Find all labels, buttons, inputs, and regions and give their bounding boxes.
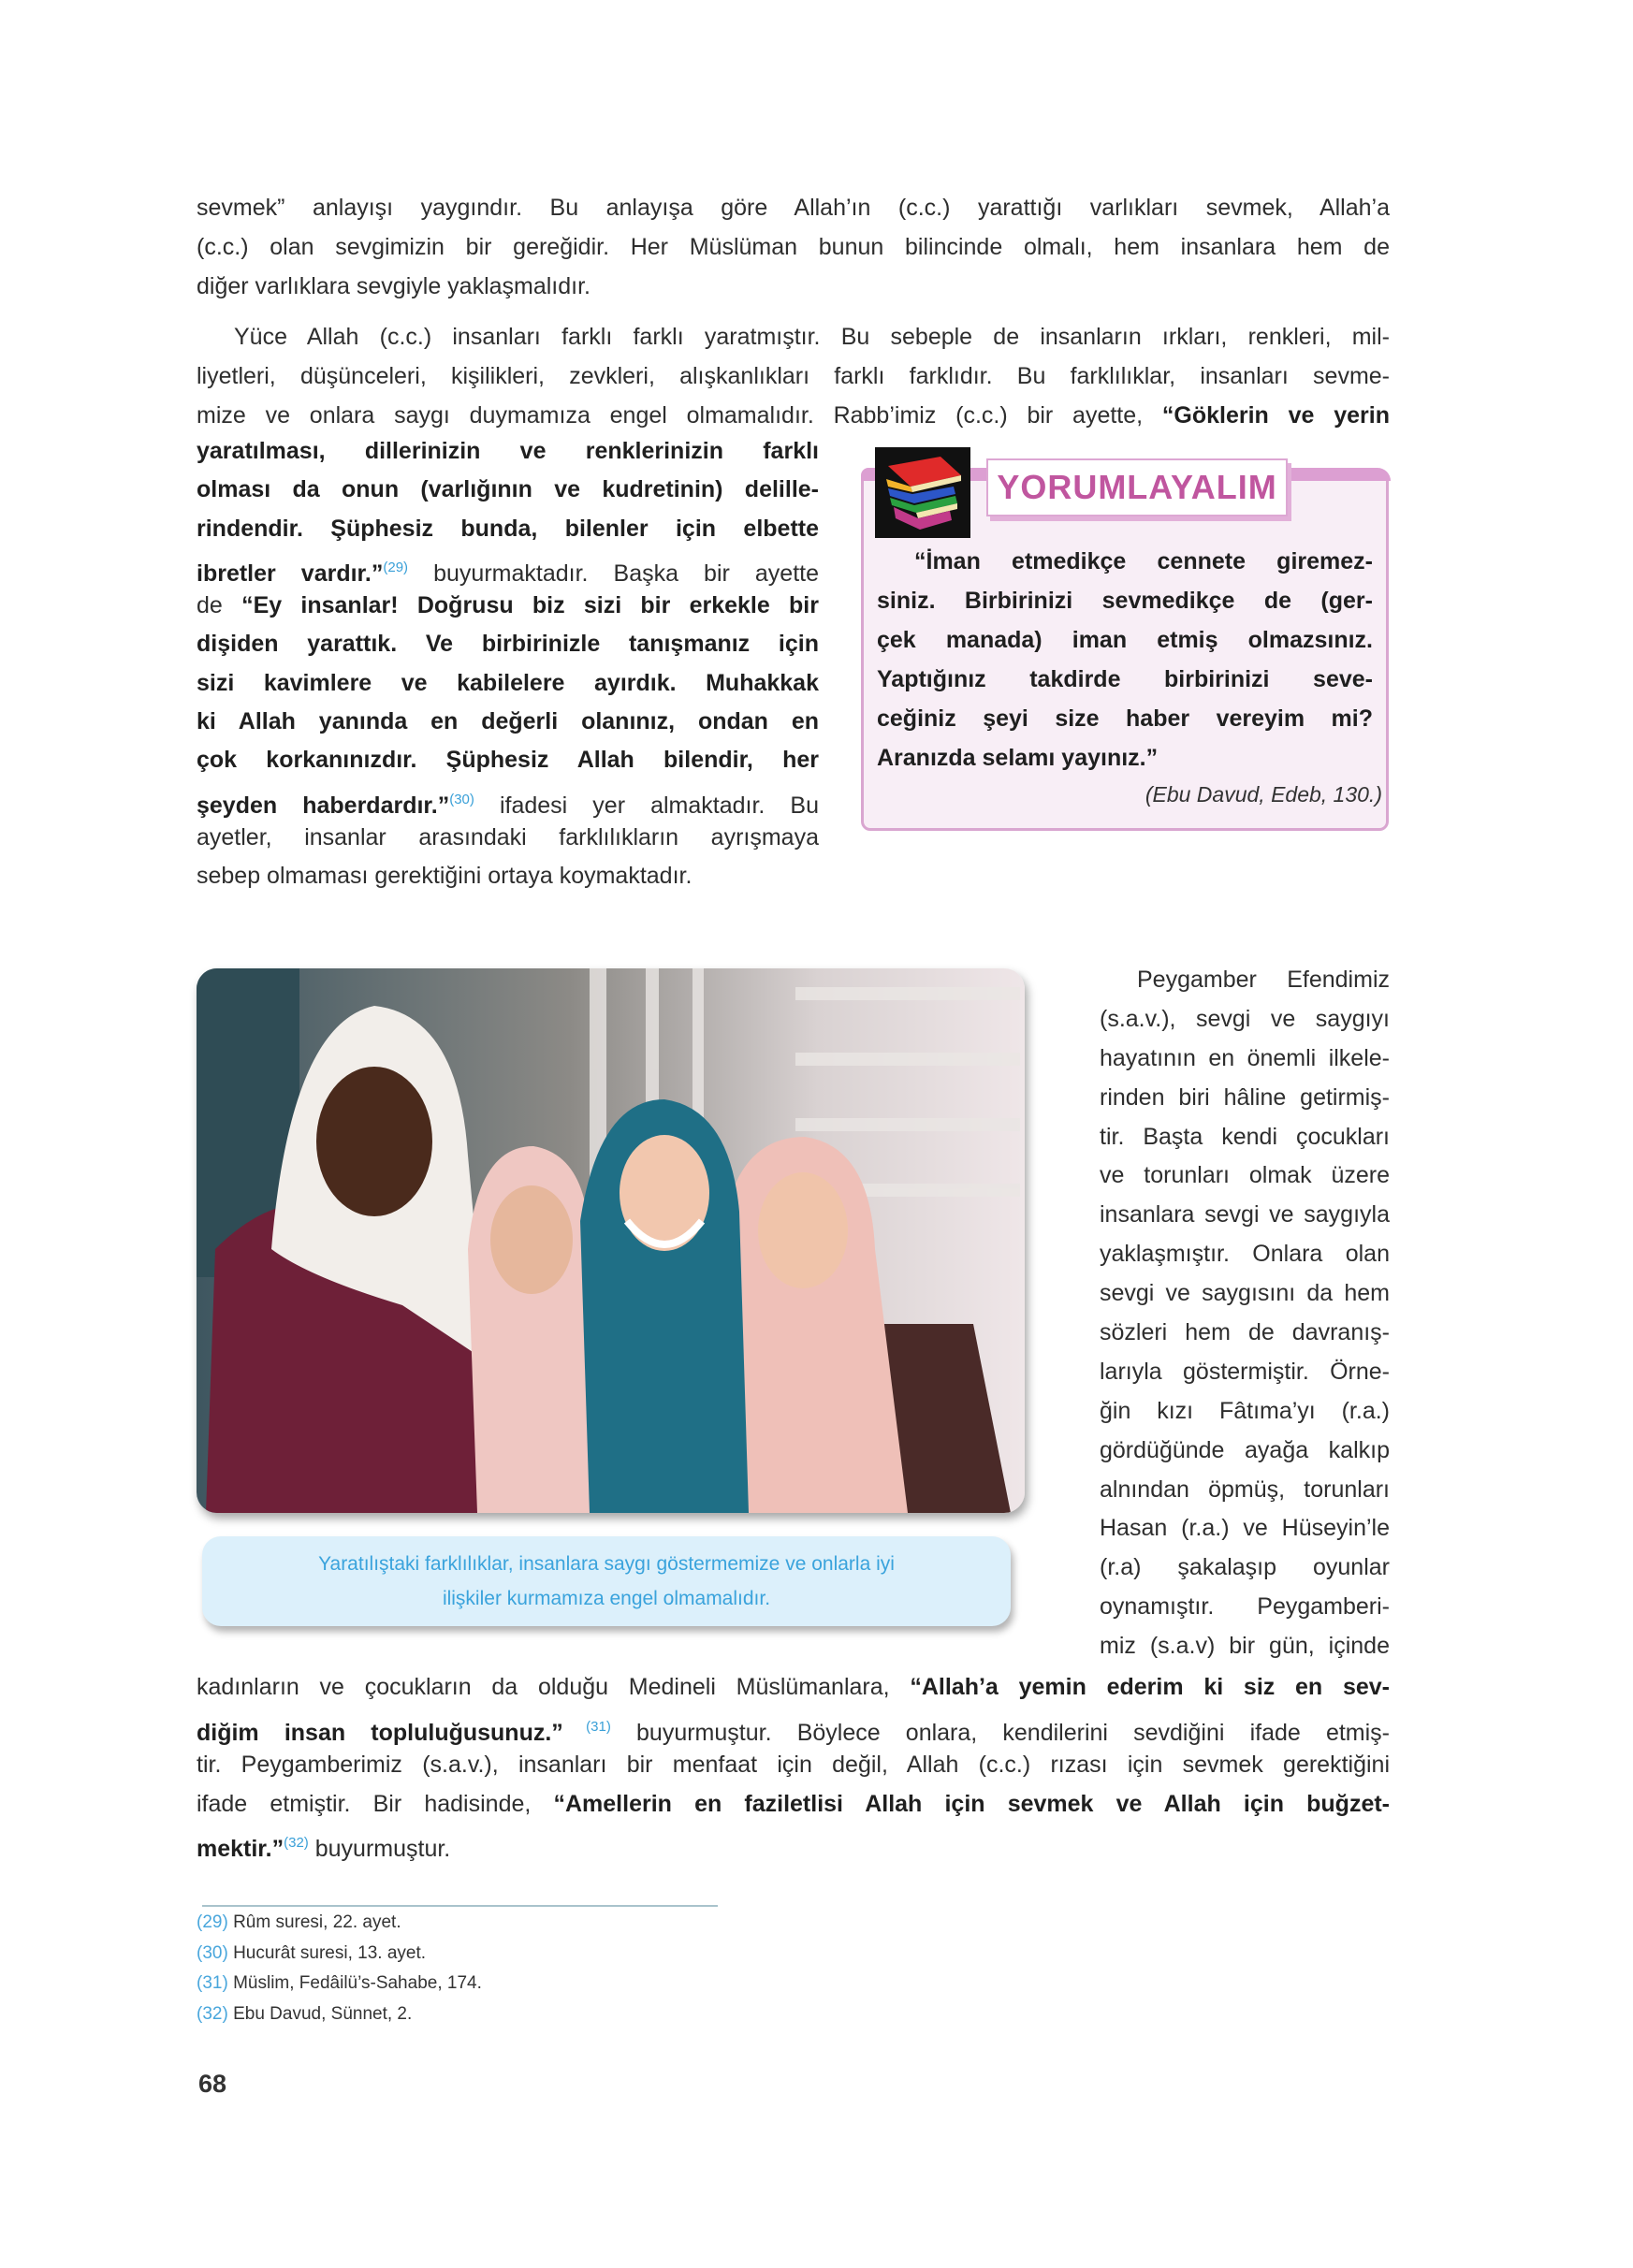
hadith-source: (Ebu Davud, Edeb, 130.)	[1145, 782, 1382, 807]
text-run: buyurmaktadır. Başka bir ayette	[408, 560, 819, 587]
text-line	[197, 587, 819, 625]
paragraph-3-continued	[197, 1668, 1390, 1863]
text-line	[197, 857, 819, 895]
text-line	[197, 317, 1390, 356]
text-line	[1100, 1627, 1390, 1666]
footnote-divider	[202, 1905, 718, 1907]
text-line	[1100, 1196, 1390, 1235]
text-line	[1100, 1588, 1390, 1627]
text-run: ayetler, insanlar arasındaki farklılıkların ayrışmaya	[197, 823, 819, 850]
footnote-text: Ebu Davud, Sünnet, 2.	[227, 2004, 413, 2025]
text-line	[197, 227, 1390, 267]
text-run: buyurmuştur.	[308, 1836, 451, 1862]
text-run: (s.a.v.), sevgi ve saygıyı	[1100, 1005, 1390, 1032]
text-run: “Amellerin en faziletlisi Allah için sevmek ve Allah için buğzet-	[553, 1790, 1390, 1817]
photo-four-women-hijab	[197, 968, 1025, 1513]
text-run: mize ve onlara saygı duymamıza engel olmamalıdır. Rabb’imiz (c.c.) bir ayette,	[197, 402, 1162, 429]
text-run: ğin kızı Fâtıma’yı (r.a.)	[1100, 1397, 1390, 1424]
text-line	[1100, 1509, 1390, 1548]
text-run: tir. Peygamberimiz (s.a.v.), insanları bir menfaat için değil, Allah (c.c.) rızası için sevmek gerektiğini	[197, 1752, 1390, 1778]
text-line	[1100, 1353, 1390, 1392]
footnote-ref: (31)	[562, 1718, 611, 1735]
text-line	[877, 620, 1373, 660]
caption-line-1: Yaratılıştaki farklılıklar, insanlara saygı göstermemize ve onlarla iyi	[318, 1553, 895, 1575]
footnote	[197, 1943, 426, 1964]
text-line	[197, 819, 819, 857]
text-run: “İman etmedikçe cennete giremez-	[914, 548, 1373, 574]
text-line	[197, 396, 1390, 435]
text-run: Yüce Allah (c.c.) insanları farklı farklı yaratmıştır. Bu sebeple de insanların ırkları, renkleri, mil-	[234, 324, 1390, 350]
text-line	[1100, 1548, 1390, 1588]
text-run: “Göklerin ve yerin	[1161, 402, 1390, 429]
text-line	[197, 432, 819, 471]
footnote-text: Rûm suresi, 22. ayet.	[227, 1912, 401, 1932]
text-run: sevgi ve saygısını da hem	[1100, 1280, 1390, 1307]
text-run: çok korkanınızdır. Şüphesiz Allah bilendir, her	[197, 747, 819, 774]
text-run: dişiden yarattık. Ve birbirinizle tanışmanız için	[197, 631, 819, 658]
footnote-number: (29)	[197, 1912, 228, 1932]
footnote-ref: (32)	[284, 1835, 309, 1851]
text-run: diğim insan topluluğusunuz.”	[197, 1719, 563, 1746]
text-line	[197, 1668, 1390, 1708]
paragraph-3-right-column	[1100, 961, 1390, 1666]
text-run: Hasan (r.a.) ve Hüseyin’le	[1100, 1515, 1390, 1542]
text-line	[1100, 1392, 1390, 1432]
text-run: insanlara sevgi ve saygıyla	[1100, 1201, 1390, 1228]
text-run: sizi kavimlere ve kabilelere ayırdık. Muhakkak	[197, 669, 819, 696]
text-run: sebep olmaması gerektiğini ortaya koymaktadır.	[197, 863, 693, 890]
box-title: YORUMLAYALIM	[986, 458, 1288, 516]
text-line	[197, 510, 819, 548]
text-run: diğer varlıklara sevgiyle yaklaşmalıdır.	[197, 273, 591, 299]
footnote	[197, 1912, 401, 1933]
text-run: larıyla göstermiştir. Örne-	[1100, 1358, 1390, 1385]
text-line	[197, 741, 819, 779]
text-run: buyurmuştur. Böylece onlara, kendilerini sevdiğini ifade etmiş-	[610, 1719, 1390, 1746]
text-line	[1100, 1235, 1390, 1274]
paragraph-1	[197, 188, 1390, 306]
text-line	[1100, 1040, 1390, 1079]
photo-caption	[202, 1536, 1011, 1626]
text-line	[197, 471, 819, 509]
text-run: alnından öpmüş, torunları	[1100, 1476, 1390, 1503]
footnote-number: (30)	[197, 1942, 228, 1963]
text-run: yaklaşmıştır. Onlara olan	[1100, 1241, 1390, 1268]
footnote-number: (32)	[197, 2004, 228, 2025]
paragraph-2	[197, 317, 1390, 435]
text-line	[1100, 961, 1390, 1000]
text-run: ki Allah yanında en değerli olanınız, ondan en	[197, 708, 819, 735]
text-run: mektir.”	[197, 1836, 284, 1862]
text-line	[197, 356, 1390, 396]
text-run: sevmek” anlayışı yaygındır. Bu anlayışa göre Allah’ın (c.c.) yarattığı varlıkları sevmek, Allah’a	[197, 195, 1390, 221]
text-line	[1100, 1471, 1390, 1510]
text-line	[197, 780, 819, 819]
text-line	[1100, 1000, 1390, 1040]
text-line	[197, 664, 819, 703]
text-run: yaratılması, dillerinizin ve renklerinizin farklı	[197, 438, 819, 464]
text-run: gördüğünde ayağa kalkıp	[1100, 1436, 1390, 1463]
text-run: miz (s.a.v) bir gün, içinde	[1100, 1633, 1390, 1660]
text-run: kadınların ve çocukların da olduğu Medineli Müslümanlara,	[197, 1674, 911, 1700]
text-run: sözleri hem de davranış-	[1100, 1319, 1390, 1346]
text-run: (c.c.) olan sevgimizin bir gereğidir. Her Müslüman bunun bilincinde olmalı, hem insanlara hem de	[197, 234, 1390, 260]
text-line	[877, 699, 1373, 738]
text-line	[197, 703, 819, 741]
text-line	[197, 267, 1390, 306]
text-run: “Ey insanlar! Doğrusu biz sizi bir erkekle bir	[241, 592, 819, 619]
text-run: olması da onun (varlığının ve kudretinin) delille-	[197, 476, 819, 503]
text-line	[197, 1746, 1390, 1785]
caption-line-2: ilişkiler kurmamıza engel olmamalıdır.	[442, 1588, 771, 1609]
text-run: Yaptığınız takdirde birbirinizi seve-	[877, 666, 1373, 692]
footnote-text: Hucurât suresi, 13. ayet.	[227, 1942, 427, 1963]
books-icon	[875, 447, 970, 538]
text-run: de	[197, 592, 242, 619]
text-run: çek manada) iman etmiş olmazsınız.	[877, 627, 1373, 653]
text-run: Peygamber Efendimiz	[1137, 967, 1390, 993]
text-run: tir. Başta kendi çocukları	[1100, 1123, 1390, 1150]
text-line	[877, 738, 1373, 778]
text-line	[877, 660, 1373, 699]
text-run: ibretler vardır.”	[197, 560, 384, 587]
footnote-ref: (30)	[449, 791, 474, 807]
paragraph-2-left-column	[197, 432, 819, 896]
footnote-text: Müslim, Fedâilü’s-Sahabe, 174.	[227, 1973, 482, 1994]
text-line	[1100, 1118, 1390, 1157]
text-run: ifadesi yer almaktadır. Bu	[474, 792, 819, 819]
text-line	[877, 542, 1373, 581]
text-run: “Allah’a yemin ederim ki siz en sev-	[910, 1674, 1390, 1700]
text-line	[877, 581, 1373, 620]
footnote	[197, 1973, 482, 1994]
text-line	[197, 1785, 1390, 1825]
text-line	[1100, 1432, 1390, 1471]
text-run: Aranızda selamı yayınız.”	[877, 745, 1159, 771]
text-run: (r.a) şakalaşıp oyunlar	[1100, 1554, 1390, 1581]
text-line	[1100, 1314, 1390, 1353]
text-line	[197, 188, 1390, 227]
text-line	[197, 1708, 1390, 1747]
text-run: hayatının en önemli ilkele-	[1100, 1044, 1390, 1071]
text-line	[197, 1824, 1390, 1863]
text-run: ifade etmiştir. Bir hadisinde,	[197, 1790, 554, 1817]
text-line	[1100, 1079, 1390, 1118]
text-run: rinden biri hâline getirmiş-	[1100, 1083, 1390, 1111]
text-run: liyetleri, düşünceleri, kişilikleri, zevkleri, alışkanlıkları farklı farklıdır. Bu farklılıklar, insanları sevme-	[197, 363, 1390, 389]
text-run: ve torunları olmak üzere	[1100, 1162, 1390, 1189]
text-run: şeyden haberdardır.”	[197, 792, 450, 819]
footnote-number: (31)	[197, 1973, 228, 1994]
footnote-ref: (29)	[383, 559, 409, 575]
text-line	[1100, 1156, 1390, 1196]
text-run: siniz. Birbirinizi sevmedikçe de (ger-	[877, 588, 1373, 614]
hadith-quote	[877, 542, 1373, 778]
text-run: rindendir. Şüphesiz bunda, bilenler için elbette	[197, 515, 819, 542]
text-line	[197, 625, 819, 663]
page-number: 68	[198, 2070, 227, 2098]
text-line	[197, 548, 819, 587]
text-run: ceğiniz şeyi size haber vereyim mi?	[877, 705, 1373, 732]
footnote	[197, 2004, 412, 2025]
text-run: oynamıştır. Peygamberi-	[1100, 1593, 1390, 1621]
text-line	[1100, 1274, 1390, 1314]
